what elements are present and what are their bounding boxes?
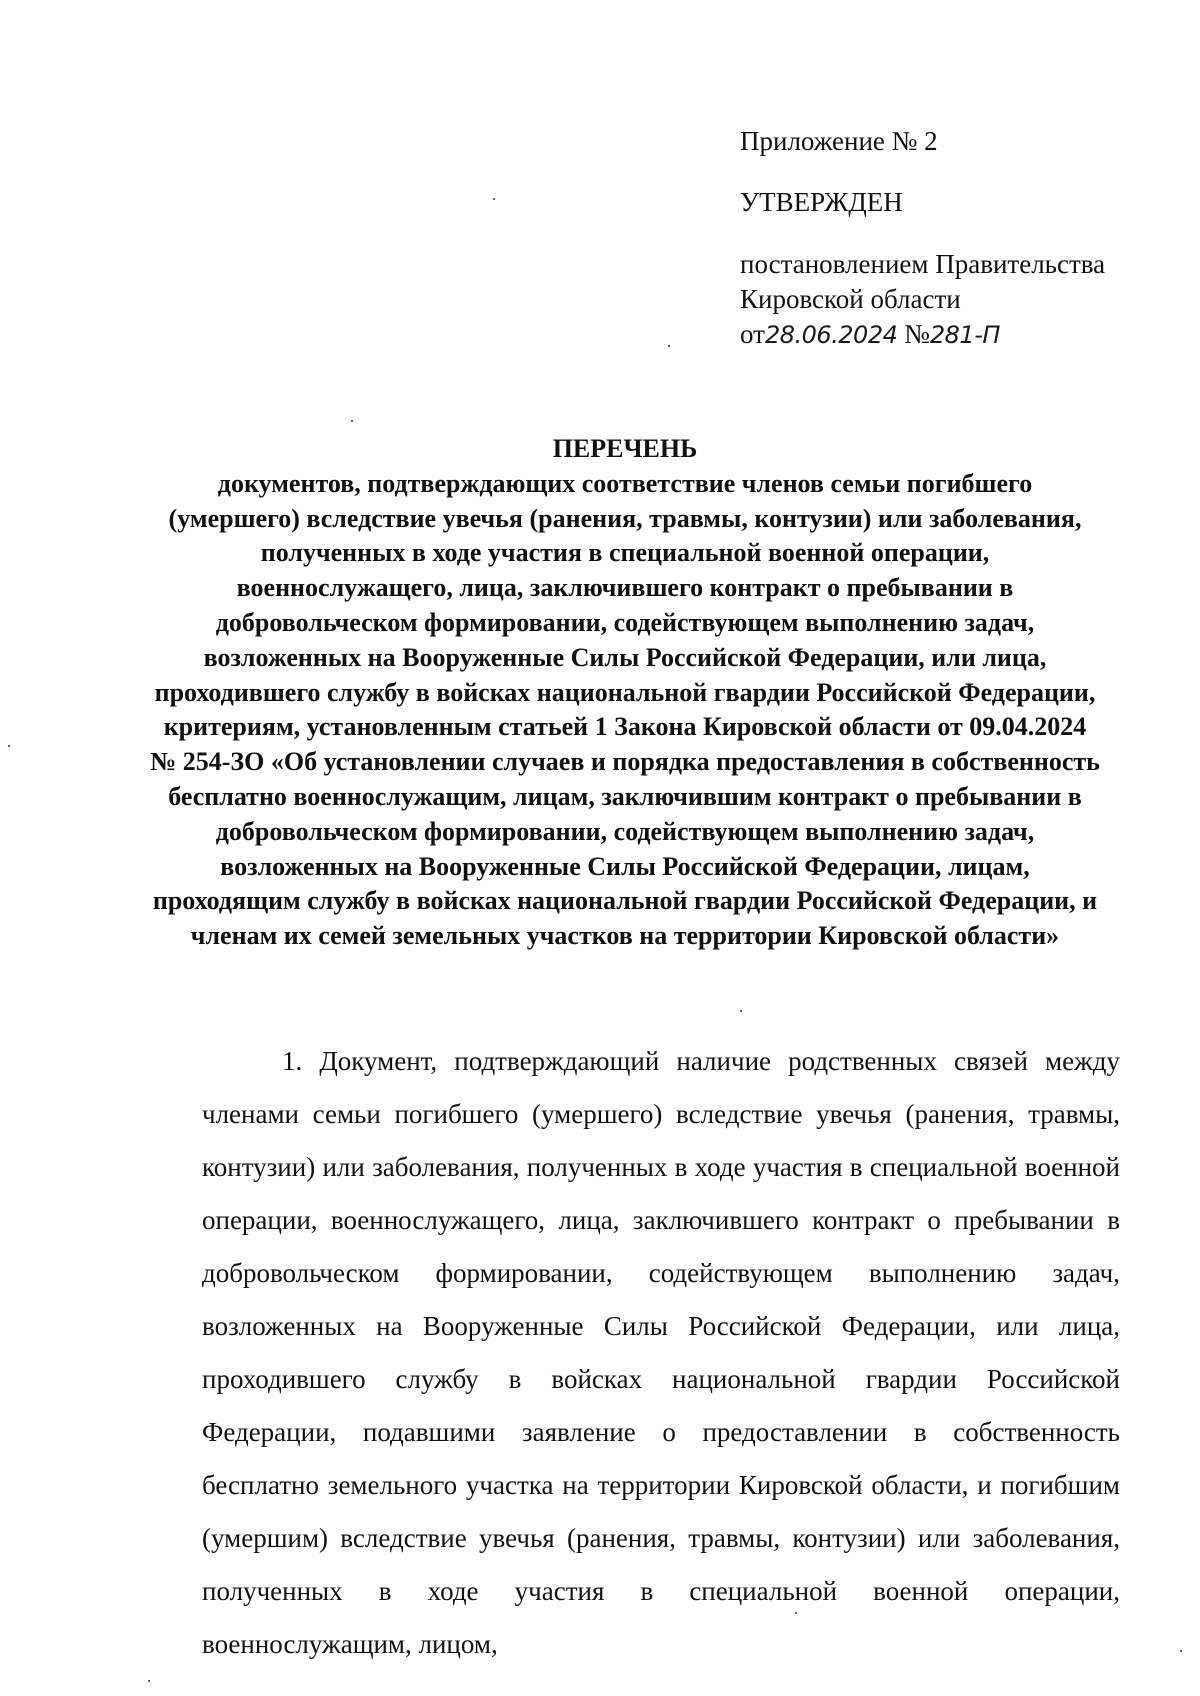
scan-speck: [1180, 1650, 1182, 1652]
scan-speck: [740, 1010, 742, 1012]
approval-stamp-block: [740, 124, 1160, 353]
resolution-line-1: постановлением Правительства: [740, 249, 1106, 279]
from-prefix: от: [740, 319, 765, 349]
handwritten-number: 281-П: [929, 321, 1000, 349]
scan-speck: [795, 1612, 797, 1614]
body-paragraph-1: 1. Документ, подтверждающий наличие родственных связей между членами семьи погибшего (умершего) вследствие увечья (ранения, травмы, контузии) или заболевания, полученных в ходе участия в специальной военной операции, военнослужащего, лица, заключившего контракт о пребывании в добровольческом формировании, содействующем выполнению задач, возложенных на Вооруженные Силы Российской Федерации, или лица, проходившего службу в войсках национальной гвардии Российской Федерации, подавшими заявление о предоставлении в собственность бесплатно земельного участка на территории Кировской области, и погибшим (умершим) вследствие увечья (ранения, травмы, контузии) или заболевания, полученных в ходе участия в специальной военной операции, военнослужащим, лицом,: [202, 1046, 1120, 1659]
scan-speck: [668, 345, 670, 347]
title-heading: ПЕРЕЧЕНЬ: [552, 434, 698, 463]
handwritten-date: 28.06.2024: [764, 321, 898, 349]
appendix-label: Приложение № 2: [740, 126, 938, 156]
resolution-date-number: [740, 317, 1160, 353]
title-subtitle: документов, подтверждающих соответствие членов семьи погибшего (умершего) вследствие увечья (ранения, травмы, контузии) или заболевания, полученных в ходе участия в специальной военной операции, военнослужащего, лица, заключившего контракт о пребывании в добровольческом формировании, содействующем выполнению задач, возложенных на Вооруженные Силы Российской Федерации, или лица, проходившего службу в войсках национальной гвардии Российской Федерации, критериям, установленным статьей 1 Закона Кировской области от 09.04.2024 № 254-ЗО «Об установлении случаев и порядка предоставления в собственность бесплатно военнослужащим, лицам, заключившим контракт о пребывании в добровольческом формировании, содействующем выполнению задач, возложенных на Вооруженные Силы Российской Федерации, лицам, проходящим службу в войсках национальной гвардии Российской Федерации, и членам их семей земельных участков на территории Кировской области»: [150, 468, 1100, 951]
resolution-line-2: Кировской области: [740, 284, 961, 314]
scan-speck: [351, 420, 353, 422]
scan-speck: [148, 1680, 150, 1682]
number-prefix: №: [904, 319, 930, 349]
document-title: [150, 432, 1100, 954]
scan-speck: [8, 745, 10, 747]
approved-label: УТВЕРЖДЕН: [740, 187, 903, 217]
scan-speck: [493, 198, 495, 200]
